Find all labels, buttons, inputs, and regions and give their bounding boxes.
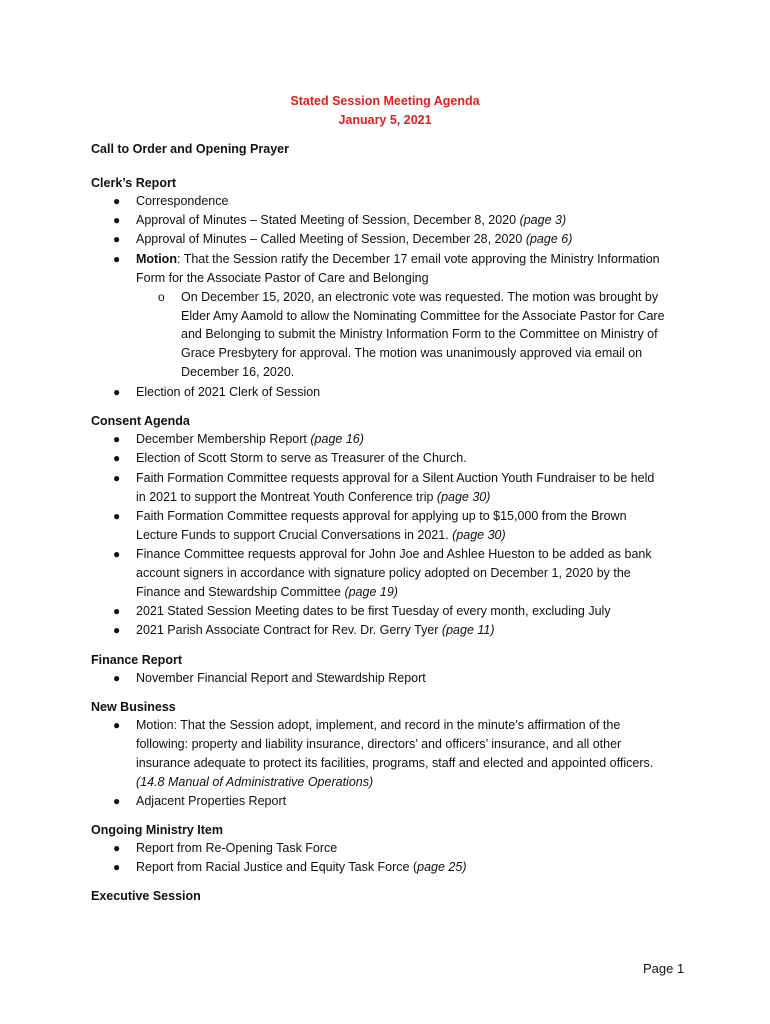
heading-executive-session: Executive Session — [91, 889, 201, 903]
bullet-dot: ● — [113, 860, 121, 874]
list-item-continuation: account signers in accordance with signature policy adopted on December 1, 2020 by the — [136, 566, 631, 580]
bullet-dot: ● — [113, 671, 121, 685]
list-item-continuation: Lecture Funds to support Crucial Conversations in 2021. (page 30) — [136, 528, 506, 542]
sub-bullet-circle: o — [158, 290, 165, 304]
list-item: Correspondence — [136, 194, 229, 208]
bullet-dot: ● — [113, 432, 121, 446]
bullet-dot: ● — [113, 213, 121, 227]
list-item-continuation: Form for the Associate Pastor of Care and Belonging — [136, 271, 429, 285]
list-item: November Financial Report and Stewardship Report — [136, 671, 426, 685]
agenda-title: Stated Session Meeting Agenda — [290, 94, 480, 108]
bullet-dot: ● — [113, 385, 121, 399]
list-item: Finance Committee requests approval for John Joe and Ashlee Hueston to be added as bank — [136, 547, 652, 561]
list-item: Election of 2021 Clerk of Session — [136, 385, 321, 399]
heading-ongoing-ministry: Ongoing Ministry Item — [91, 823, 223, 837]
list-item: Report from Racial Justice and Equity Task Force (page 25) — [136, 860, 467, 874]
heading-call-to-order: Call to Order and Opening Prayer — [91, 142, 289, 156]
bullet-dot: ● — [113, 252, 121, 266]
list-item-continuation: insurance adequate to protect its facilities, programs, staff and elected and appointed officers. — [136, 756, 654, 770]
bullet-dot: ● — [113, 232, 121, 246]
sub-item-line: Grace Presbytery for approval. The motion was unanimously approved via email on — [181, 346, 643, 360]
agenda-date: January 5, 2021 — [338, 113, 432, 127]
list-item: Faith Formation Committee requests approval for applying up to $15,000 from the Brown — [136, 509, 627, 523]
sub-item-line: December 16, 2020. — [181, 365, 295, 379]
heading-consent-agenda: Consent Agenda — [91, 414, 190, 428]
bullet-dot: ● — [113, 194, 121, 208]
list-item-continuation: (14.8 Manual of Administrative Operations) — [136, 775, 374, 789]
bullet-dot: ● — [113, 623, 121, 637]
list-item-continuation: following: property and liability insurance, directors’ and officers’ insurance, and all other — [136, 737, 622, 751]
bullet-dot: ● — [113, 604, 121, 618]
bullet-dot: ● — [113, 794, 121, 808]
sub-item-line: and Belonging to submit the Ministry Information Form to the Committee on Ministry of — [181, 327, 658, 341]
bullet-dot: ● — [113, 547, 121, 561]
bullet-dot: ● — [113, 841, 121, 855]
list-item: Adjacent Properties Report — [136, 794, 287, 808]
list-item-continuation: in 2021 to support the Montreat Youth Conference trip (page 30) — [136, 490, 491, 504]
list-item: Approval of Minutes – Called Meeting of Session, December 28, 2020 (page 6) — [136, 232, 573, 246]
bullet-dot: ● — [113, 718, 121, 732]
list-item: Approval of Minutes – Stated Meeting of Session, December 8, 2020 (page 3) — [136, 213, 567, 227]
list-item: Election of Scott Storm to serve as Treasurer of the Church. — [136, 451, 467, 465]
bullet-dot: ● — [113, 451, 121, 465]
page-number: Page 1 — [643, 961, 685, 976]
list-item: 2021 Stated Session Meeting dates to be first Tuesday of every month, excluding July — [136, 604, 611, 618]
bullet-dot: ● — [113, 509, 121, 523]
list-item-continuation: Finance and Stewardship Committee (page 19) — [136, 585, 398, 599]
list-item: Report from Re-Opening Task Force — [136, 841, 338, 855]
list-item: December Membership Report (page 16) — [136, 432, 364, 446]
list-item: Motion: That the Session ratify the December 17 email vote approving the Ministry Information — [136, 252, 660, 266]
sub-item-line: Elder Amy Aamold to allow the Nominating Committee for the Associate Pastor for Care — [181, 309, 665, 323]
list-item: Faith Formation Committee requests approval for a Silent Auction Youth Fundraiser to be held — [136, 471, 655, 485]
heading-new-business: New Business — [91, 700, 176, 714]
heading-clerks-report: Clerk’s Report — [91, 176, 176, 190]
list-item: Motion: That the Session adopt, implement, and record in the minute’s affirmation of the — [136, 718, 621, 732]
heading-finance-report: Finance Report — [91, 653, 182, 667]
sub-item-line: On December 15, 2020, an electronic vote was requested. The motion was brought by — [181, 290, 659, 304]
list-item: 2021 Parish Associate Contract for Rev. Dr. Gerry Tyer (page 11) — [136, 623, 495, 637]
bullet-dot: ● — [113, 471, 121, 485]
